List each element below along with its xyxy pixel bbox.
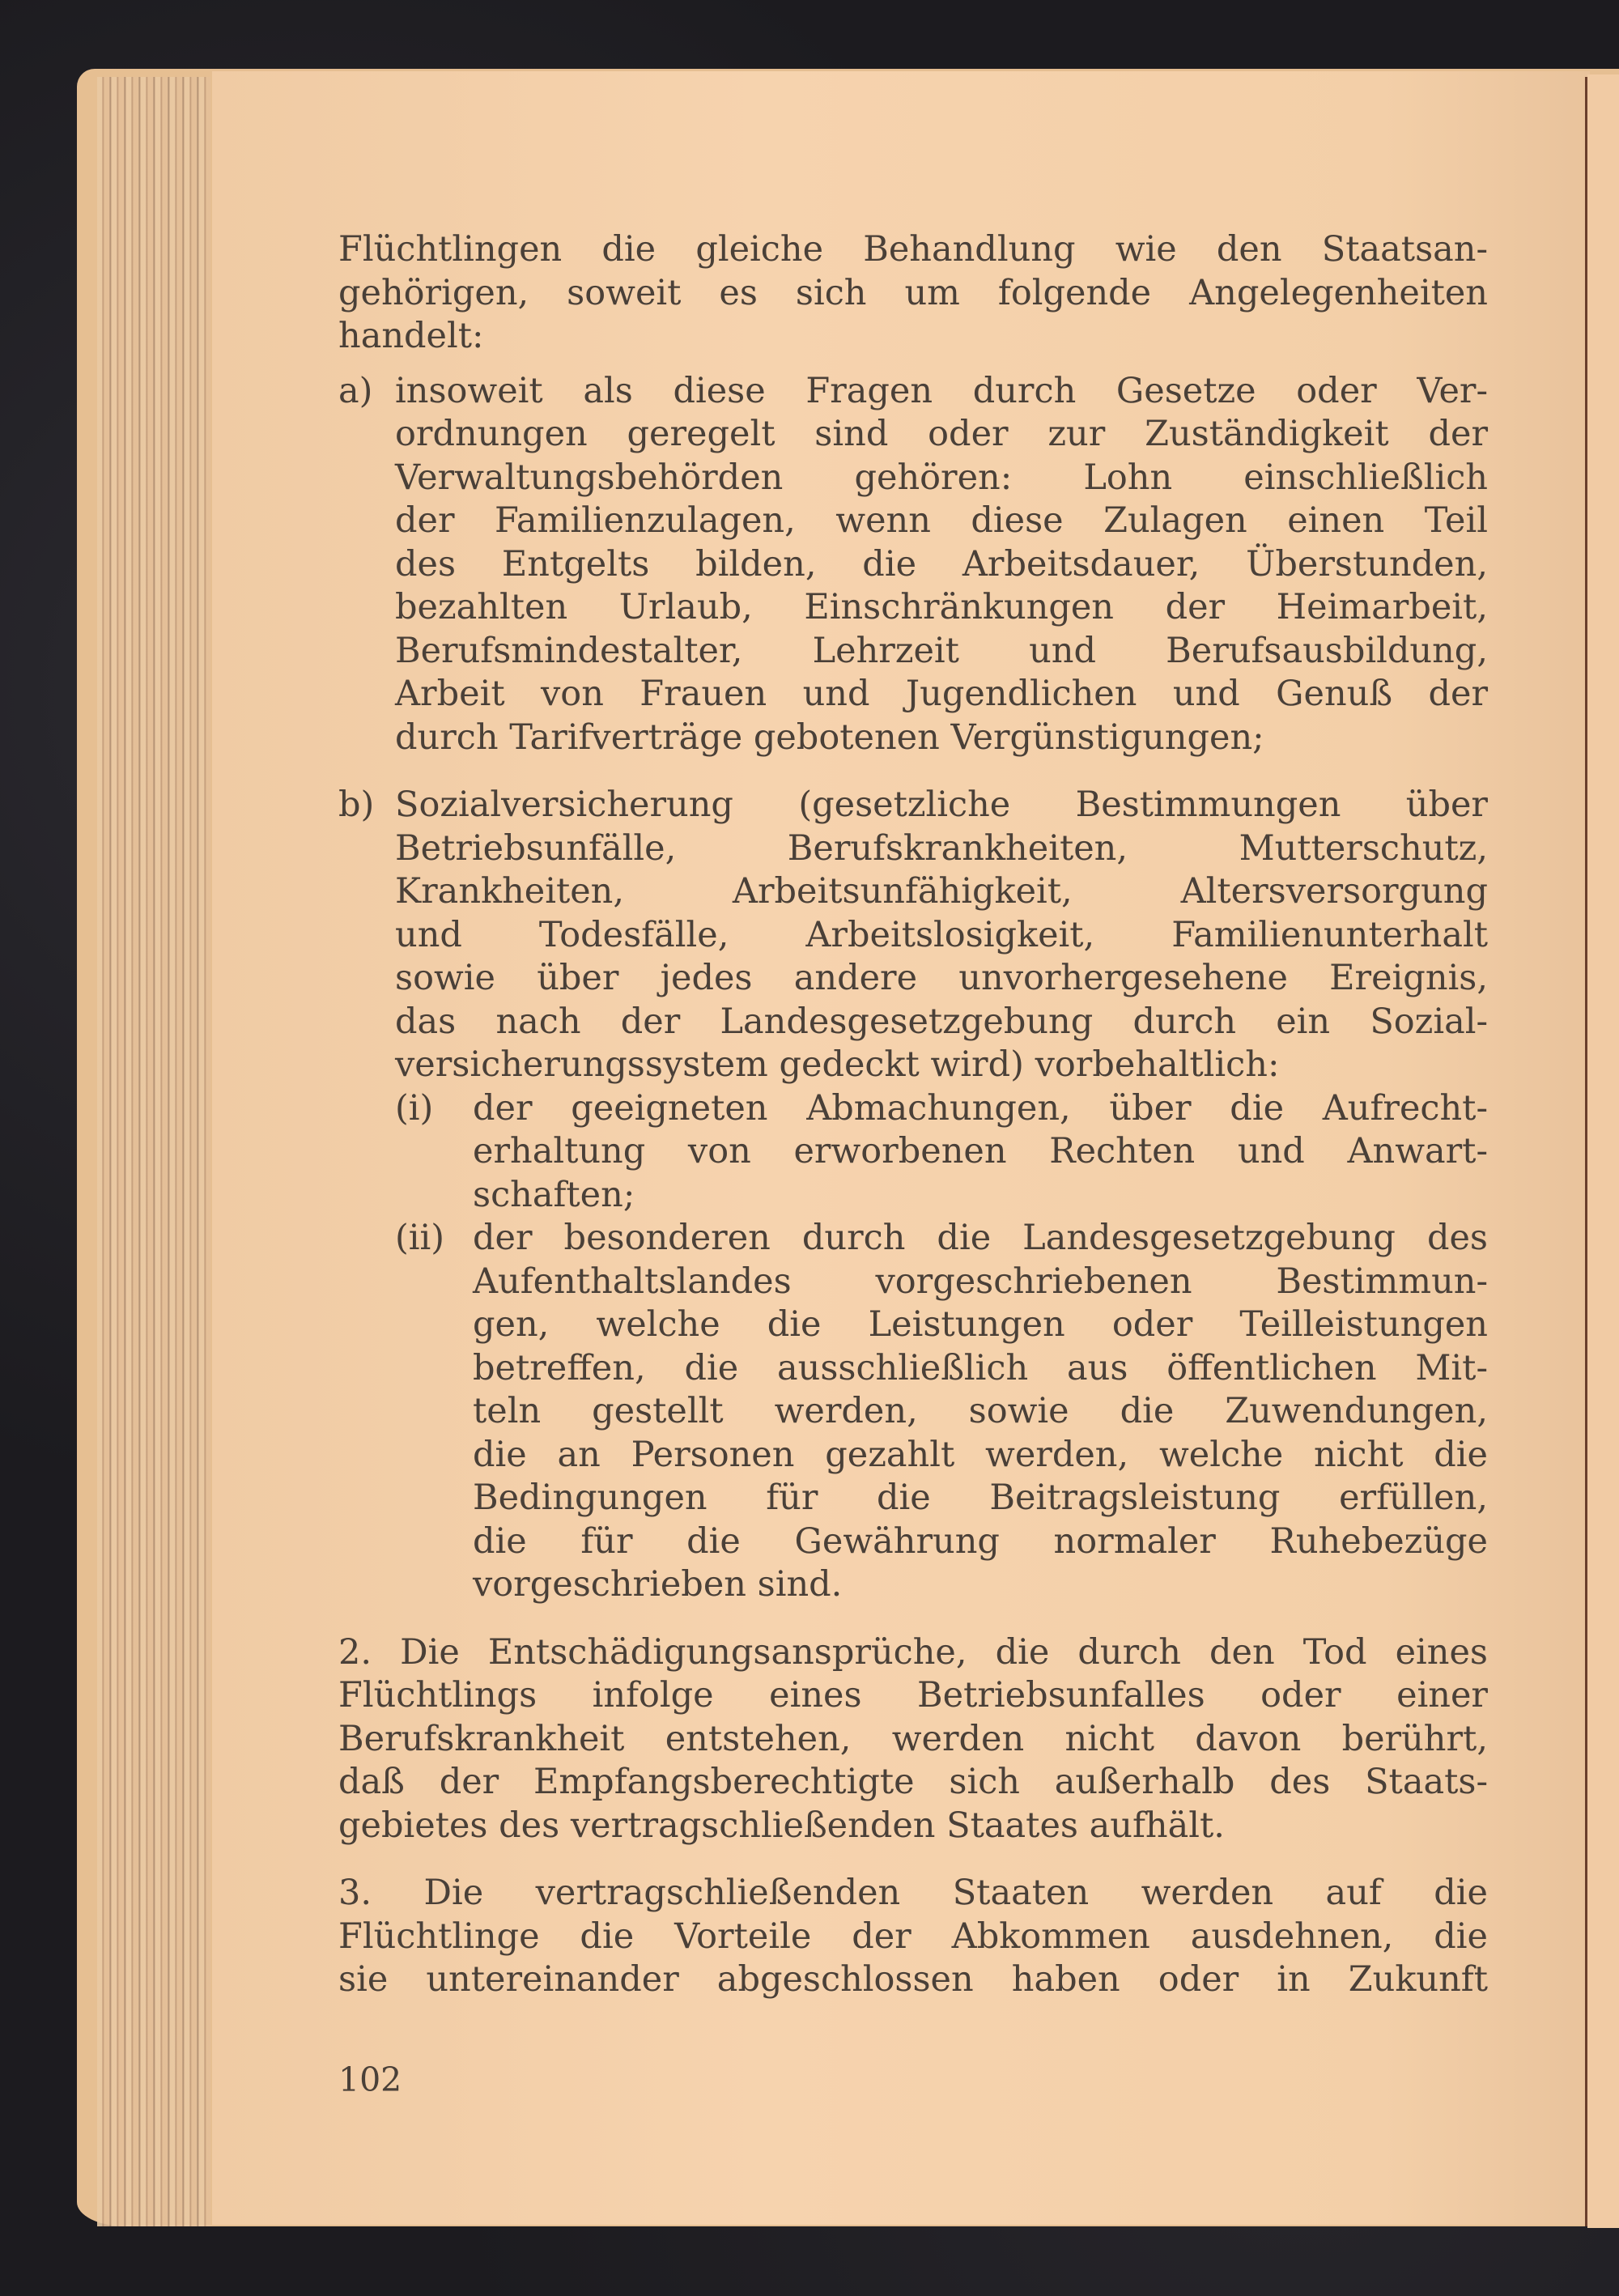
text-line: Aufenthaltslandes vorgeschriebenen Bestimmun- xyxy=(473,1261,1488,1302)
list-item-a xyxy=(338,370,1488,760)
text-line: schaften; xyxy=(473,1174,635,1215)
text-line: betreffen, die ausschließlich aus öffentlichen Mit- xyxy=(473,1347,1488,1388)
intro-paragraph xyxy=(338,228,1488,359)
item-label: b) xyxy=(338,784,375,825)
sub-item-label: (ii) xyxy=(395,1218,445,1258)
sub-item-body xyxy=(473,1217,1488,1607)
text-line: des Entgelts bilden, die Arbeitsdauer, Überstunden, xyxy=(395,543,1488,585)
sub-item-i xyxy=(338,1087,1488,1218)
text-line: und Todesfälle, Arbeitslosigkeit, Familienunterhalt xyxy=(395,914,1488,955)
text-line: gehörigen, soweit es sich um folgende Angelegenheiten xyxy=(338,272,1488,313)
next-page-edge xyxy=(1587,74,1619,2228)
text-line: der Familienzulagen, wenn diese Zulagen einen Teil xyxy=(395,500,1488,541)
page-edges xyxy=(97,77,210,2226)
text-line: Krankheiten, Arbeitsunfähigkeit, Altersversorgung xyxy=(395,871,1488,912)
text-line: 3. Die vertragschließenden Staaten werden auf die xyxy=(338,1873,1488,1913)
paragraph-3 xyxy=(338,1872,1488,2002)
text-line: die an Personen gezahlt werden, welche nicht die xyxy=(473,1434,1488,1475)
text-line: der besonderen durch die Landesgesetzgebung des xyxy=(473,1218,1488,1258)
text-line: gebietes des vertragschließenden Staates aufhält. xyxy=(338,1805,1225,1846)
text-line: Berufskrankheit entstehen, werden nicht davon berührt, xyxy=(338,1718,1488,1759)
text-line: durch Tarifverträge gebotenen Vergünstigungen; xyxy=(395,716,1264,758)
text-line: erhaltung von erworbenen Rechten und Anwart- xyxy=(473,1131,1488,1171)
text-line: Arbeit von Frauen und Jugendlichen und Genuß der xyxy=(395,674,1488,714)
sub-item-ii xyxy=(338,1217,1488,1607)
text-line: Flüchtlingen die gleiche Behandlung wie den Staatsan- xyxy=(338,229,1488,270)
sub-item-label: (i) xyxy=(395,1087,434,1129)
paragraph-2 xyxy=(338,1631,1488,1848)
text-line: Bedingungen für die Beitragsleistung erfüllen, xyxy=(473,1478,1488,1518)
item-body xyxy=(395,784,1488,1087)
text-line: Berufsmindestalter, Lehrzeit und Berufsausbildung, xyxy=(395,630,1488,671)
text-line: versicherungssystem gedeckt wird) vorbehaltlich: xyxy=(395,1044,1280,1085)
text-line: Betriebsunfälle, Berufskrankheiten, Mutterschutz, xyxy=(395,827,1488,869)
text-line: bezahlten Urlaub, Einschränkungen der Heimarbeit, xyxy=(395,587,1488,627)
text-line: 2. Die Entschädigungsansprüche, die durch den Tod eines xyxy=(338,1631,1488,1673)
page-text xyxy=(338,228,1488,2002)
text-line: daß der Empfangsberechtigte sich außerhalb des Staats- xyxy=(338,1762,1488,1802)
page-number: 102 xyxy=(338,2060,402,2099)
text-line: Verwaltungsbehörden gehören: Lohn einschließlich xyxy=(395,457,1488,498)
text-line: gen, welche die Leistungen oder Teilleistungen xyxy=(473,1304,1488,1345)
text-line: teln gestellt werden, sowie die Zuwendungen, xyxy=(473,1391,1488,1431)
text-line: die für die Gewährung normaler Ruhebezüge xyxy=(473,1520,1488,1562)
sub-item-body xyxy=(473,1087,1488,1218)
text-line: das nach der Landesgesetzgebung durch ein Sozial- xyxy=(395,1001,1488,1042)
item-body xyxy=(395,370,1488,760)
text-line: insoweit als diese Fragen durch Gesetze oder Ver- xyxy=(395,370,1488,411)
text-line: Flüchtlinge die Vorteile der Abkommen ausdehnen, die xyxy=(338,1915,1488,1957)
item-label: a) xyxy=(338,370,373,411)
text-line: ordnungen geregelt sind oder zur Zuständigkeit der xyxy=(395,414,1488,454)
text-line: handelt: xyxy=(338,316,484,356)
text-line: Sozialversicherung (gesetzliche Bestimmungen über xyxy=(395,784,1488,825)
list-item-b xyxy=(338,784,1488,1087)
text-line: Flüchtlings infolge eines Betriebsunfalles oder einer xyxy=(338,1675,1488,1716)
text-line: sie untereinander abgeschlossen haben oder in Zukunft xyxy=(338,1959,1488,2000)
text-line: sowie über jedes andere unvorhergesehene Ereignis, xyxy=(395,958,1488,998)
text-line: vorgeschrieben sind. xyxy=(473,1564,843,1605)
text-line: der geeigneten Abmachungen, über die Aufrecht- xyxy=(473,1087,1488,1129)
